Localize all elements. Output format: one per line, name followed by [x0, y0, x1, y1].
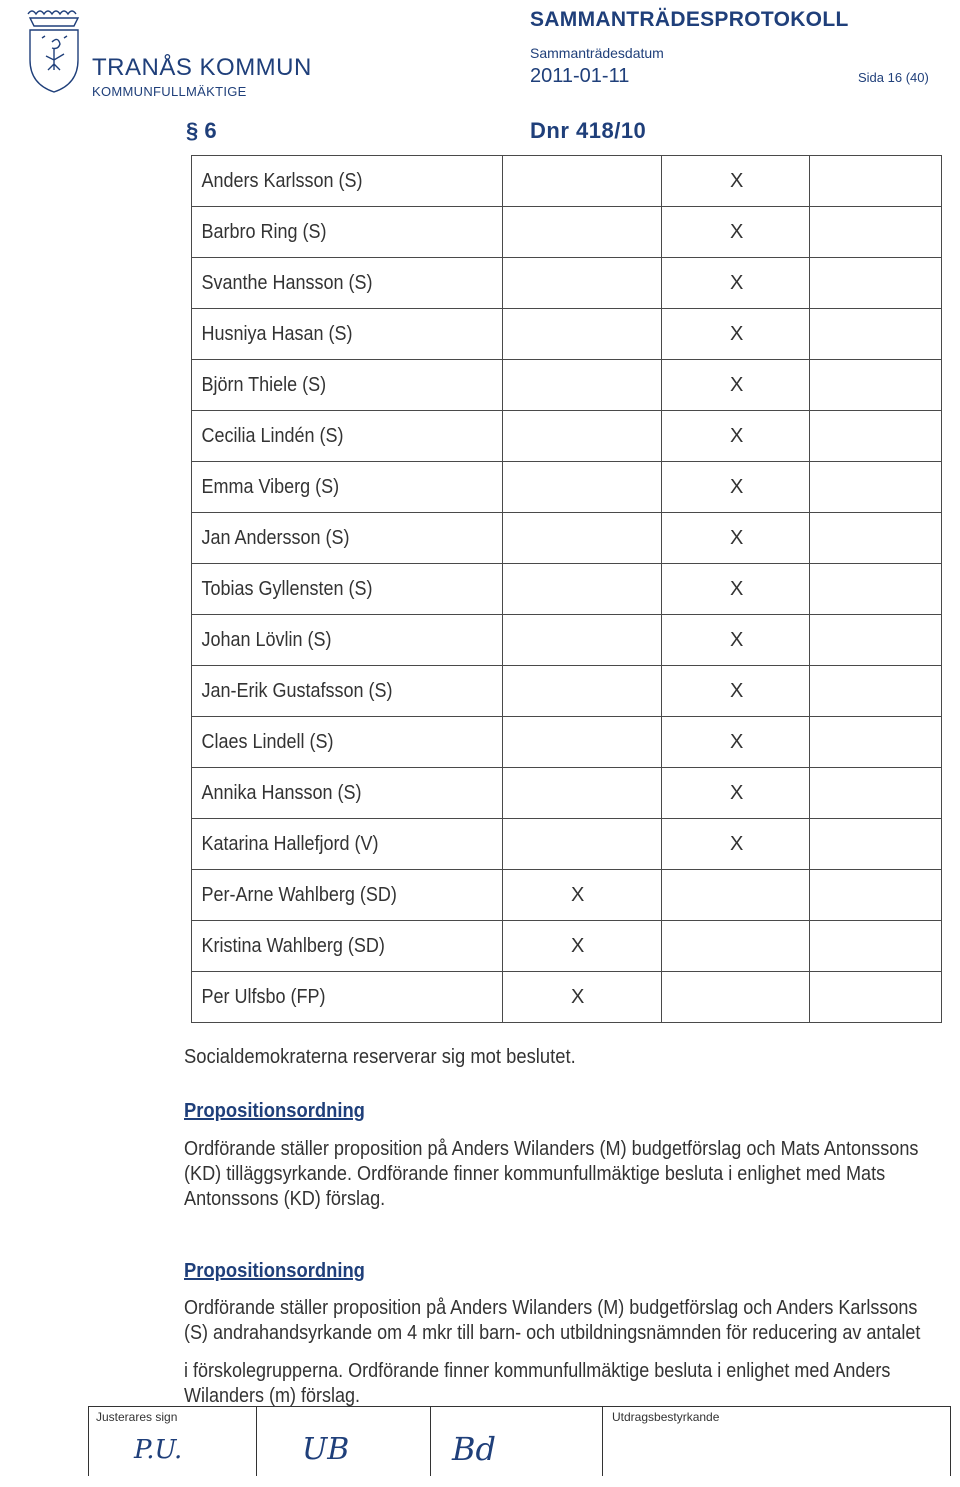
signature-divider [430, 1406, 431, 1476]
vote-cell-col-1: X [503, 870, 662, 921]
vote-cell-col-1: X [503, 921, 662, 972]
vote-cell-col-3 [810, 156, 942, 207]
meeting-date: 2011-01-11 [530, 65, 630, 87]
vote-row [192, 207, 942, 258]
vote-cell-col-2: X [662, 258, 810, 309]
vote-cell-col-2 [662, 870, 810, 921]
proposition-heading-2: Propositionsordning [184, 1260, 365, 1282]
member-name: Katarina Hallefjord (V) [192, 819, 472, 870]
vote-cell-col-2: X [662, 717, 810, 768]
vote-row [192, 258, 942, 309]
member-name: Johan Lövlin (S) [192, 615, 472, 666]
member-name: Per-Arne Wahlberg (SD) [192, 870, 472, 921]
vote-cell-col-1 [503, 717, 662, 768]
signature-divider [602, 1406, 603, 1476]
vote-cell-col-2: X [662, 513, 810, 564]
vote-cell-col-3 [810, 819, 942, 870]
member-name: Claes Lindell (S) [192, 717, 472, 768]
vote-cell-col-1 [503, 819, 662, 870]
page-number: Sida 16 (40) [858, 70, 929, 85]
proposition-1-line-2: (KD) tilläggsyrkande. Ordförande finner kommunfullmäktige besluta i enlighet med Mats [184, 1163, 886, 1185]
member-name: Husniya Hasan (S) [192, 309, 472, 360]
vote-cell-col-3 [810, 666, 942, 717]
vote-cell-col-2: X [662, 309, 810, 360]
member-name: Tobias Gyllensten (S) [192, 564, 472, 615]
vote-cell-col-3 [810, 258, 942, 309]
vote-cell-col-1 [503, 564, 662, 615]
vote-row [192, 921, 942, 972]
vote-cell-col-1 [503, 462, 662, 513]
vote-cell-col-3 [810, 462, 942, 513]
proposition-2-line-4: Wilanders (m) förslag. [184, 1385, 361, 1407]
vote-cell-col-2: X [662, 462, 810, 513]
vote-cell-col-1 [503, 156, 662, 207]
organization-name: TRANÅS KOMMUN [92, 54, 312, 81]
vote-cell-col-3 [810, 513, 942, 564]
signature-3-text: Bd [452, 1430, 496, 1468]
vote-cell-col-1 [503, 309, 662, 360]
vote-cell-col-3 [810, 717, 942, 768]
vote-row [192, 717, 942, 768]
vote-cell-col-1 [503, 513, 662, 564]
reservation-text: Socialdemokraterna reserverar sig mot beslutet. [184, 1046, 576, 1068]
vote-cell-col-1 [503, 258, 662, 309]
justerares-sign-label: Justerares sign [96, 1410, 178, 1424]
vote-cell-col-1 [503, 411, 662, 462]
proposition-2-line-2: (S) andrahandsyrkande om 4 mkr till barn- och utbildningsnämnden för reducering av antalet [184, 1322, 921, 1344]
member-name: Cecilia Lindén (S) [192, 411, 472, 462]
proposition-1-line-3: Antonssons (KD) förslag. [184, 1188, 386, 1210]
vote-cell-col-2: X [662, 564, 810, 615]
vote-cell-col-2 [662, 921, 810, 972]
vote-cell-col-1 [503, 615, 662, 666]
proposition-2-line-1: Ordförande ställer proposition på Anders Wilanders (M) budgetförslag och Anders Karlssons [184, 1297, 918, 1319]
vote-row [192, 309, 942, 360]
vote-cell-col-2: X [662, 666, 810, 717]
proposition-heading-1: Propositionsordning [184, 1100, 365, 1122]
vote-cell-col-1 [503, 666, 662, 717]
vote-cell-col-2: X [662, 360, 810, 411]
vote-cell-col-3 [810, 972, 942, 1023]
case-number: Dnr 418/10 [530, 118, 647, 143]
vote-row [192, 666, 942, 717]
vote-row [192, 462, 942, 513]
vote-row [192, 513, 942, 564]
vote-row [192, 156, 942, 207]
municipality-coat-of-arms-icon [22, 8, 86, 98]
vote-cell-col-3 [810, 870, 942, 921]
vote-cell-col-2: X [662, 615, 810, 666]
vote-row [192, 972, 942, 1023]
member-name: Annika Hansson (S) [192, 768, 472, 819]
document-title: SAMMANTRÄDESPROTOKOLL [530, 8, 849, 31]
member-name: Svanthe Hansson (S) [192, 258, 472, 309]
vote-row [192, 411, 942, 462]
proposition-2-line-3: i förskolegrupperna. Ordförande finner kommunfullmäktige besluta i enlighet med Anders [184, 1360, 891, 1382]
vote-cell-col-2: X [662, 819, 810, 870]
vote-cell-col-1 [503, 360, 662, 411]
member-name: Björn Thiele (S) [192, 360, 472, 411]
member-name: Per Ulfsbo (FP) [192, 972, 472, 1023]
vote-cell-col-3 [810, 207, 942, 258]
vote-cell-col-2: X [662, 768, 810, 819]
member-name: Barbro Ring (S) [192, 207, 472, 258]
vote-table [191, 155, 942, 1023]
signature-1 [130, 1428, 200, 1468]
signature-divider [256, 1406, 257, 1476]
vote-cell-col-3 [810, 768, 942, 819]
vote-row [192, 615, 942, 666]
member-name: Jan Andersson (S) [192, 513, 472, 564]
vote-cell-col-3 [810, 309, 942, 360]
utdragsbestyrkande-label: Utdragsbestyrkande [612, 1410, 720, 1424]
signature-3 [448, 1420, 528, 1470]
signature-2 [300, 1415, 360, 1475]
vote-cell-col-3 [810, 564, 942, 615]
member-name: Anders Karlsson (S) [192, 156, 472, 207]
member-name: Jan-Erik Gustafsson (S) [192, 666, 472, 717]
vote-cell-col-3 [810, 360, 942, 411]
vote-row [192, 564, 942, 615]
signature-1-text: P.U. [134, 1435, 183, 1465]
vote-cell-col-2: X [662, 207, 810, 258]
vote-cell-col-1 [503, 768, 662, 819]
vote-row [192, 870, 942, 921]
section-number: § 6 [186, 118, 217, 143]
vote-row [192, 360, 942, 411]
vote-cell-col-3 [810, 615, 942, 666]
signature-2-text: UB [302, 1432, 350, 1467]
proposition-1-line-1: Ordförande ställer proposition på Anders Wilanders (M) budgetförslag och Mats Antonssons [184, 1138, 919, 1160]
vote-cell-col-2: X [662, 411, 810, 462]
member-name: Emma Viberg (S) [192, 462, 472, 513]
meeting-date-label: Sammanträdesdatum [530, 45, 664, 61]
vote-row [192, 768, 942, 819]
vote-cell-col-1 [503, 207, 662, 258]
member-name: Kristina Wahlberg (SD) [192, 921, 472, 972]
vote-row [192, 819, 942, 870]
organization-subtitle: KOMMUNFULLMÄKTIGE [92, 84, 247, 99]
vote-cell-col-3 [810, 921, 942, 972]
vote-cell-col-3 [810, 411, 942, 462]
vote-cell-col-2: X [662, 156, 810, 207]
vote-cell-col-2 [662, 972, 810, 1023]
signature-divider [950, 1406, 951, 1476]
vote-table-body [192, 156, 942, 1023]
signature-divider [88, 1406, 89, 1476]
vote-cell-col-1: X [503, 972, 662, 1023]
